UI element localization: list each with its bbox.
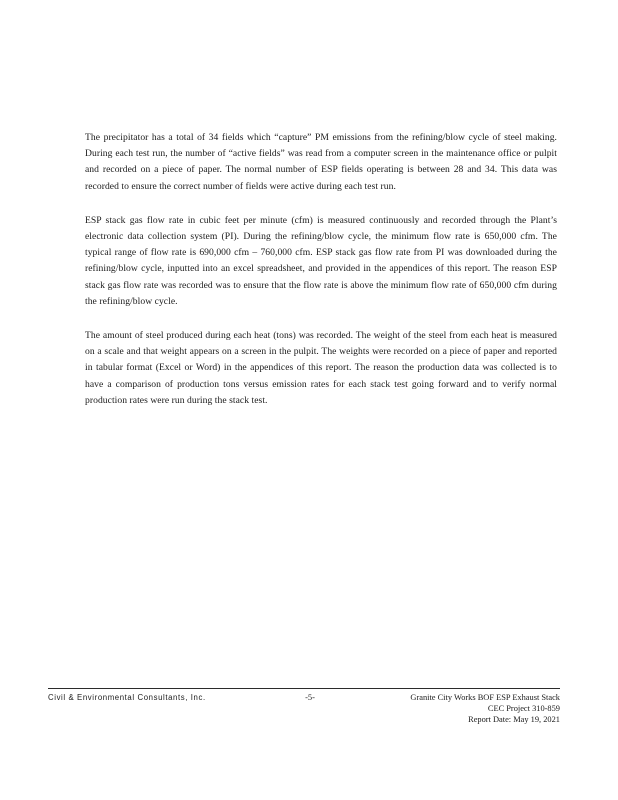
footer-report-date: Report Date: May 19, 2021 — [468, 714, 560, 724]
paragraph-steel-production: The amount of steel produced during each heat (tons) was recorded. The weight of the steel from each heat is measured on a scale and that weight appears on a screen in the pulpit. The weights were recorded on a piece of paper and reported in tabular format (Excel or Word) in the appendices of this report. The reason the production data was collected is to have a comparison of production tons versus emission rates for each stack test going forward and to verify normal production rates were run during the stack test. — [85, 330, 557, 406]
footer-company: Civil & Environmental Consultants, Inc. — [48, 693, 206, 702]
footer-project-number: CEC Project 310-859 — [487, 703, 560, 713]
paragraph-precipitator-fields: The precipitator has a total of 34 fields which “capture” PM emissions from the refining/blow cycle of steel making. During each test run, the number of “active fields” was read from a computer screen in the maintenance office or pulpit and recorded on a piece of paper. The normal number of ESP fields operating is between 28 and 34. This data was recorded to ensure the correct number of fields were active during each test run. — [85, 132, 557, 192]
paragraph-stack-gas-flow: ESP stack gas flow rate in cubic feet per minute (cfm) is measured continuously and recorded through the Plant’s electronic data collection system (PI). During the refining/blow cycle, the minimum flow rate is 650,000 cfm. The typical range of flow rate is 690,000 cfm – 760,000 cfm. ESP stack gas flow rate from PI was downloaded during the refining/blow cycle, inputted into an excel spreadsheet, and provided in the appendices of this report. The reason ESP stack gas flow rate was recorded was to ensure that the flow rate is above the minimum flow rate of 650,000 cfm during the refining/blow cycle. — [85, 214, 557, 307]
footer-report-info — [340, 693, 560, 725]
footer-divider — [48, 688, 560, 689]
footer-page-number: -5- — [305, 693, 315, 702]
footer-report-title: Granite City Works BOF ESP Exhaust Stack — [410, 693, 560, 702]
page-footer — [48, 693, 560, 733]
body-text — [85, 130, 557, 427]
